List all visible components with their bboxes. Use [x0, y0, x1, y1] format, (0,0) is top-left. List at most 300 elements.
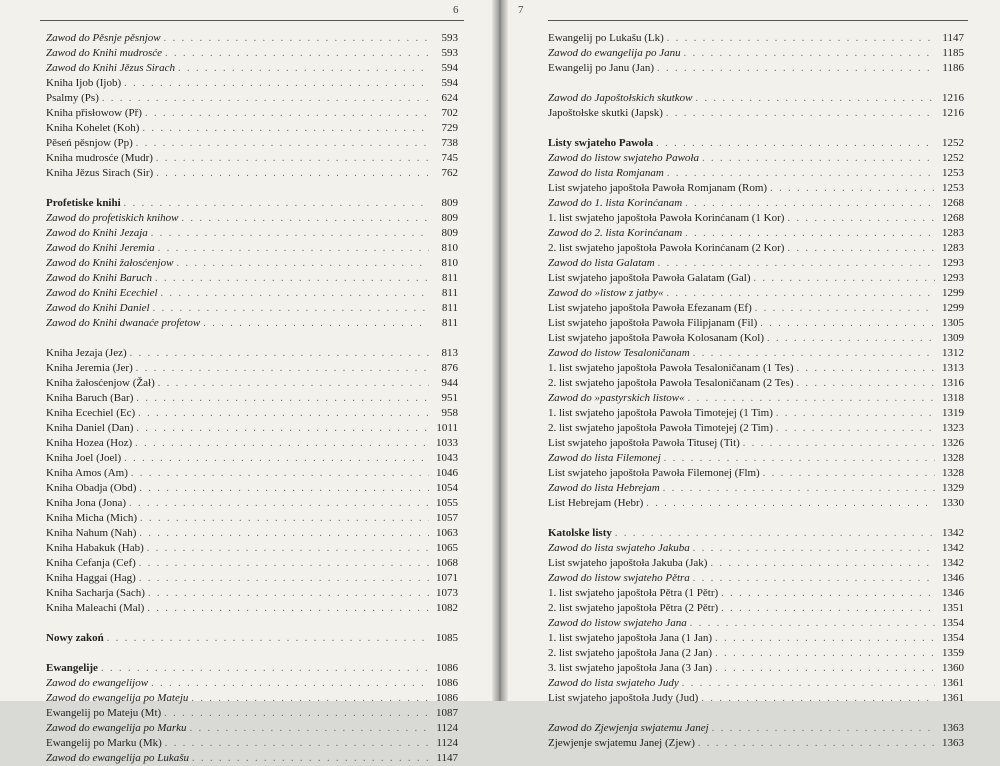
dot-leader	[151, 676, 429, 691]
toc-entry-page: 1328	[942, 467, 964, 479]
toc-entry[interactable]	[46, 136, 458, 151]
toc-entry-page: 1086	[436, 677, 458, 689]
toc-entry-title: 2. list swjateho japoštoła Pawoła Timotejej (2 Tim)	[548, 422, 773, 434]
toc-entry-page: 1086	[436, 662, 458, 674]
toc-entry-page: 1147	[942, 32, 964, 44]
toc-entry[interactable]	[46, 586, 458, 601]
toc-entry-page: 951	[441, 392, 458, 404]
dot-leader	[693, 346, 935, 361]
toc-entry[interactable]	[46, 391, 458, 406]
toc-entry-title: Japoštołske skutki (Japsk)	[548, 107, 663, 119]
dot-leader	[165, 736, 429, 751]
section-gap	[548, 706, 964, 721]
toc-entry[interactable]	[46, 706, 458, 721]
toc-entry-title: Zawod do ewangelija po Lukašu	[46, 752, 190, 764]
dot-leader	[755, 301, 935, 316]
toc-entry[interactable]	[548, 736, 964, 751]
toc-entry-title: Zawod do ewangelija po Marku	[46, 722, 187, 734]
dot-leader	[715, 646, 935, 661]
toc-entry-page: 1359	[942, 647, 964, 659]
toc-entry[interactable]	[46, 451, 458, 466]
toc-entry-title: List swjateho japoštoła Pawoła Galatam (Gal)	[548, 272, 751, 284]
toc-entry-title: Zawod do Knihi Jeremia	[46, 242, 155, 254]
toc-entry-title: Zawod do Knihi Daniel	[46, 302, 150, 314]
dot-leader	[667, 31, 935, 46]
toc-entry-title: Zawod do ewangelija po Janu	[548, 47, 681, 59]
toc-entry-title: Kniha Habakuk (Hab)	[46, 542, 144, 554]
toc-entry-title: List swjateho japoštoła Pawoła Titusej (Tit)	[548, 437, 740, 449]
dot-leader	[646, 496, 935, 511]
toc-entry[interactable]	[46, 736, 458, 751]
toc-entry-page: 594	[441, 77, 458, 89]
dot-leader	[763, 466, 935, 481]
toc-entry-page: 1082	[436, 602, 458, 614]
toc-entry[interactable]	[548, 301, 964, 316]
toc-entry-page: 958	[441, 407, 458, 419]
dot-leader	[139, 481, 429, 496]
toc-entry[interactable]	[46, 46, 458, 61]
toc-entry-page: 1268	[942, 197, 964, 209]
toc-entry[interactable]	[548, 436, 964, 451]
toc-entry[interactable]	[46, 436, 458, 451]
toc-entry[interactable]	[46, 466, 458, 481]
toc-entry[interactable]	[46, 241, 458, 256]
toc-entry-title: List swjateho japoštoła Pawoła Romjanam (Rom)	[548, 182, 768, 194]
toc-entry-title: List swjateho japoštoła Pawoła Filipjanam (Fil)	[548, 317, 758, 329]
dot-leader	[685, 226, 935, 241]
dot-leader	[688, 391, 935, 406]
header-rule	[40, 20, 464, 21]
toc-entry-title: Kniha Amos (Am)	[46, 467, 128, 479]
toc-entry[interactable]	[46, 376, 458, 391]
toc-entry[interactable]	[548, 61, 964, 76]
dot-leader	[767, 331, 935, 346]
toc-entry-title: Kniha Kohelet (Koh)	[46, 122, 140, 134]
dot-leader	[787, 211, 935, 226]
toc-entry-title: 1. list swjateho japoštoła Pawoła Timotejej (1 Tim)	[548, 407, 773, 419]
toc-entry-title: Kniha Ijob (Ijob)	[46, 77, 122, 89]
toc-entry-page: 1328	[942, 452, 964, 464]
toc-entry-title: 1. list swjateho japoštoła Pětra (1 Pětr)	[548, 587, 719, 599]
toc-entry-page: 1299	[942, 302, 964, 314]
toc-entry-page: 1057	[436, 512, 458, 524]
toc-entry[interactable]	[548, 451, 964, 466]
dot-leader	[135, 436, 429, 451]
toc-entry-page: 1063	[436, 527, 458, 539]
dot-leader	[203, 316, 429, 331]
toc-entry-page: 1354	[942, 617, 964, 629]
toc-entry[interactable]	[548, 481, 964, 496]
dot-leader	[696, 91, 935, 106]
dot-leader	[136, 421, 429, 436]
toc-entry[interactable]	[46, 481, 458, 496]
section-gap	[46, 616, 458, 631]
toc-section-heading[interactable]	[548, 526, 964, 541]
dot-leader	[101, 661, 429, 676]
toc-entry-title: Zawod do Knihi dwanaće profetow	[46, 317, 201, 329]
header-rule	[548, 20, 968, 21]
toc-entry-title: Kniha Obadja (Obd)	[46, 482, 137, 494]
toc-entry[interactable]	[548, 541, 964, 556]
dot-leader	[164, 31, 429, 46]
toc-entry[interactable]	[46, 421, 458, 436]
toc-entry[interactable]	[548, 556, 964, 571]
toc-entry-title: Zawod do listow Tesaloničanam	[548, 347, 690, 359]
dot-leader	[710, 556, 935, 571]
toc-entry-page: 809	[441, 227, 458, 239]
toc-entry[interactable]	[46, 106, 458, 121]
toc-entry-title: Psalmy (Ps)	[46, 92, 99, 104]
toc-entry-title: Kniha Haggai (Hag)	[46, 572, 136, 584]
dot-leader	[667, 166, 935, 181]
toc-entry[interactable]	[548, 271, 964, 286]
toc-entry-page: 1046	[436, 467, 458, 479]
section-gap	[46, 181, 458, 196]
dot-leader	[666, 106, 935, 121]
toc-entry-title: List swjateho japoštoła Pawoła Kolosanam (Kol)	[548, 332, 764, 344]
dot-leader	[165, 46, 429, 61]
toc-entry[interactable]	[46, 511, 458, 526]
toc-entry-page: 1305	[942, 317, 964, 329]
toc-entry[interactable]	[548, 586, 964, 601]
toc-entry-title: List swjateho japoštoła Pawoła Efezanam (Ef)	[548, 302, 752, 314]
toc-entry-title: List swjateho japoštoła Judy (Jud)	[548, 692, 699, 704]
toc-entry-title: Kniha Joel (Joel)	[46, 452, 122, 464]
toc-entry-page: 1363	[942, 722, 964, 734]
toc-entry-page: 1216	[942, 107, 964, 119]
toc-entry[interactable]	[548, 256, 964, 271]
dot-leader	[190, 721, 429, 736]
dot-leader	[139, 571, 429, 586]
toc-entry-page: 738	[441, 137, 458, 149]
toc-entry-page: 1361	[942, 677, 964, 689]
toc-entry[interactable]	[46, 166, 458, 181]
dot-leader	[787, 241, 935, 256]
toc-entry[interactable]	[548, 721, 964, 736]
toc-entry[interactable]	[548, 31, 964, 46]
toc-entry[interactable]	[548, 91, 964, 106]
dot-leader	[155, 271, 429, 286]
toc-entry-title: Zawod do Knihi Ecechiel	[46, 287, 158, 299]
toc-entry-title: Zawod do Pěsnje pěsnjow	[46, 32, 161, 44]
dot-leader	[657, 61, 935, 76]
toc-entry[interactable]	[548, 616, 964, 631]
toc-entry[interactable]	[46, 211, 458, 226]
dot-leader	[139, 526, 429, 541]
dot-leader	[124, 76, 429, 91]
toc-entry-page: 1252	[942, 152, 964, 164]
toc-entry[interactable]	[46, 676, 458, 691]
toc-entry-page: 810	[441, 257, 458, 269]
toc-entry[interactable]	[548, 466, 964, 481]
toc-entry-page: 1124	[436, 722, 458, 734]
toc-entry-page: 1283	[942, 227, 964, 239]
toc-entry[interactable]	[548, 46, 964, 61]
toc-entry[interactable]	[46, 571, 458, 586]
toc-entry-page: 1252	[942, 137, 964, 149]
toc-entry-page: 1124	[436, 737, 458, 749]
toc-entry[interactable]	[46, 406, 458, 421]
dot-leader	[715, 631, 935, 646]
toc-entry[interactable]	[46, 121, 458, 136]
toc-entry[interactable]	[548, 241, 964, 256]
toc-entry[interactable]	[548, 421, 964, 436]
dot-leader	[667, 286, 935, 301]
dot-leader	[191, 691, 429, 706]
dot-leader	[161, 286, 429, 301]
toc-entry[interactable]	[548, 106, 964, 121]
toc-entry-page: 1283	[942, 242, 964, 254]
dot-leader	[129, 496, 429, 511]
dot-leader	[182, 211, 429, 226]
toc-section-heading[interactable]	[548, 136, 964, 151]
toc-entry-title: Kniha Ecechiel (Ec)	[46, 407, 136, 419]
toc-entry-page: 811	[441, 272, 458, 284]
toc-entry-page: 593	[441, 32, 458, 44]
toc-entry-title: Ewangelij po Lukašu (Lk)	[548, 32, 664, 44]
dot-leader	[124, 451, 429, 466]
toc-entry-title: Zawod do listow swjateho Pětra	[548, 572, 690, 584]
toc-section-heading[interactable]	[46, 196, 458, 211]
toc-entry-page: 594	[441, 62, 458, 74]
dot-leader	[615, 526, 935, 541]
right-page	[504, 0, 1000, 749]
toc-entry[interactable]	[46, 556, 458, 571]
toc-entry[interactable]	[46, 256, 458, 271]
toc-entry[interactable]	[46, 76, 458, 91]
toc-entry-title: Kniha Hozea (Hoz)	[46, 437, 133, 449]
toc-entry-page: 1312	[942, 347, 964, 359]
toc-entry[interactable]	[548, 631, 964, 646]
toc-entry[interactable]	[46, 286, 458, 301]
toc-section-heading[interactable]	[46, 631, 458, 646]
toc-entry-page: 1253	[942, 167, 964, 179]
toc-entry-title: Zjewjenje swjatemu Janej (Zjew)	[548, 737, 695, 749]
dot-leader	[138, 406, 429, 421]
toc-entry[interactable]	[46, 361, 458, 376]
toc-entry-title: Listy swjateho Pawoła	[548, 137, 654, 149]
toc-entry[interactable]	[548, 226, 964, 241]
toc-entry-title: Ewangelij po Mateju (Mt)	[46, 707, 162, 719]
toc-entry[interactable]	[46, 31, 458, 46]
toc-list	[548, 31, 964, 751]
toc-entry-page: 762	[441, 167, 458, 179]
toc-entry-page: 810	[441, 242, 458, 254]
toc-entry-title: Kniha Maleachi (Mal)	[46, 602, 145, 614]
book-gutter	[492, 0, 508, 701]
toc-entry[interactable]	[46, 271, 458, 286]
dot-leader	[721, 586, 935, 601]
toc-entry[interactable]	[548, 316, 964, 331]
toc-entry[interactable]	[548, 196, 964, 211]
dot-leader	[158, 241, 429, 256]
toc-entry-title: Zawod do listow swjateho Jana	[548, 617, 687, 629]
toc-entry-title: 1. list swjateho japoštoła Pawoła Tesaloničanam (1 Tes)	[548, 362, 794, 374]
toc-entry-page: 1085	[436, 632, 458, 644]
dot-leader	[164, 706, 429, 721]
toc-entry-page: 876	[441, 362, 458, 374]
toc-entry-page: 1316	[942, 377, 964, 389]
toc-entry[interactable]	[46, 751, 458, 766]
toc-entry-title: Kniha mudrosće (Mudr)	[46, 152, 153, 164]
toc-entry-title: Zawod do »pastyrskich listow«	[548, 392, 685, 404]
toc-section-heading[interactable]	[46, 661, 458, 676]
dot-leader	[148, 586, 429, 601]
dot-leader	[124, 196, 429, 211]
toc-entry-page: 1361	[942, 692, 964, 704]
dot-leader	[712, 721, 935, 736]
toc-entry-title: Zawod do listow swjateho Pawoła	[548, 152, 699, 164]
toc-entry-title: Zawod do profetiskich knihow	[46, 212, 179, 224]
toc-entry[interactable]	[46, 541, 458, 556]
toc-entry[interactable]	[46, 91, 458, 106]
toc-entry-title: Zawod do Knihi Jezaja	[46, 227, 148, 239]
toc-entry-page: 813	[441, 347, 458, 359]
toc-entry-title: Kniha Jona (Jona)	[46, 497, 127, 509]
toc-entry-page: 1086	[436, 692, 458, 704]
dot-leader	[684, 46, 935, 61]
section-gap	[548, 511, 964, 526]
dot-leader	[153, 301, 429, 316]
dot-leader	[192, 751, 429, 766]
toc-entry[interactable]	[46, 691, 458, 706]
page-number: 7	[518, 4, 524, 16]
toc-entry-title: Zawod do ewangelija po Mateju	[46, 692, 189, 704]
toc-entry-page: 1346	[942, 587, 964, 599]
dot-leader	[685, 196, 935, 211]
dot-leader	[158, 376, 429, 391]
toc-entry-title: Zawod do ewangelijow	[46, 677, 149, 689]
toc-entry-title: Zawod do 2. lista Korinćanam	[548, 227, 683, 239]
toc-entry-page: 1033	[436, 437, 458, 449]
toc-entry-title: Zawod do lista swjateho Judy	[548, 677, 679, 689]
toc-entry[interactable]	[46, 601, 458, 616]
toc-entry[interactable]	[548, 496, 964, 511]
toc-entry[interactable]	[548, 361, 964, 376]
toc-entry-title: Zawod do Knihi Baruch	[46, 272, 153, 284]
toc-entry-title: Ewangelije	[46, 662, 98, 674]
toc-entry-page: 1342	[942, 557, 964, 569]
toc-entry-title: Zawod do Knihi Jězus Sirach	[46, 62, 175, 74]
toc-entry-title: Kniha žałosćenjow (Žał)	[46, 377, 155, 389]
dot-leader	[139, 556, 429, 571]
toc-entry[interactable]	[46, 721, 458, 736]
toc-entry[interactable]	[46, 496, 458, 511]
dot-leader	[176, 256, 429, 271]
toc-entry[interactable]	[46, 61, 458, 76]
toc-entry-title: Kniha Sacharja (Sach)	[46, 587, 145, 599]
dot-leader	[156, 166, 429, 181]
toc-entry-title: List swjateho japoštoła Pawoła Filemonej (Flm)	[548, 467, 760, 479]
dot-leader	[107, 631, 429, 646]
toc-entry-page: 1253	[942, 182, 964, 194]
dot-leader	[682, 676, 935, 691]
section-gap	[46, 646, 458, 661]
toc-entry[interactable]	[548, 181, 964, 196]
toc-entry[interactable]	[548, 661, 964, 676]
toc-entry-title: 2. list swjateho japoštoła Jana (2 Jan)	[548, 647, 713, 659]
dot-leader	[743, 436, 935, 451]
toc-entry-title: Ewangelij po Janu (Jan)	[548, 62, 654, 74]
toc-entry[interactable]	[548, 406, 964, 421]
toc-entry-page: 1293	[942, 272, 964, 284]
toc-entry-page: 1011	[436, 422, 458, 434]
toc-entry-page: 729	[441, 122, 458, 134]
dot-leader	[797, 361, 935, 376]
dot-leader	[156, 151, 429, 166]
toc-entry-page: 1068	[436, 557, 458, 569]
toc-entry-page: 1268	[942, 212, 964, 224]
toc-entry[interactable]	[548, 571, 964, 586]
toc-entry[interactable]	[548, 346, 964, 361]
dot-leader	[136, 391, 429, 406]
toc-entry[interactable]	[548, 166, 964, 181]
toc-entry-page: 1065	[436, 542, 458, 554]
toc-entry[interactable]	[46, 346, 458, 361]
dot-leader	[754, 271, 935, 286]
dot-leader	[136, 361, 429, 376]
toc-entry-title: Zawod do lista Filemonej	[548, 452, 661, 464]
toc-entry[interactable]	[46, 526, 458, 541]
toc-entry-title: Katolske listy	[548, 527, 612, 539]
toc-entry-title: Kniha Daniel (Dan)	[46, 422, 134, 434]
dot-leader	[701, 691, 935, 706]
toc-entry[interactable]	[46, 226, 458, 241]
toc-entry-page: 593	[441, 47, 458, 59]
toc-entry[interactable]	[548, 646, 964, 661]
toc-entry[interactable]	[548, 676, 964, 691]
toc-entry[interactable]	[548, 376, 964, 391]
dot-leader	[656, 136, 935, 151]
toc-entry-page: 809	[441, 197, 458, 209]
toc-entry-title: Zawod do »listow z jatby«	[548, 287, 664, 299]
toc-entry-page: 811	[441, 317, 458, 329]
toc-entry-page: 1043	[436, 452, 458, 464]
toc-entry[interactable]	[548, 331, 964, 346]
toc-entry-title: Zawod do lista Hebrejam	[548, 482, 660, 494]
toc-entry[interactable]	[548, 211, 964, 226]
toc-entry-page: 1087	[436, 707, 458, 719]
toc-entry-page: 1186	[942, 62, 964, 74]
toc-entry-title: Zawod do lista Romjanam	[548, 167, 664, 179]
toc-entry[interactable]	[46, 301, 458, 316]
toc-entry[interactable]	[46, 151, 458, 166]
toc-entry[interactable]	[548, 151, 964, 166]
toc-entry-page: 624	[441, 92, 458, 104]
toc-entry-page: 1329	[942, 482, 964, 494]
dot-leader	[130, 346, 429, 361]
toc-entry[interactable]	[548, 391, 964, 406]
toc-entry-page: 1309	[942, 332, 964, 344]
toc-entry[interactable]	[548, 691, 964, 706]
dot-leader	[693, 541, 935, 556]
toc-entry[interactable]	[46, 316, 458, 331]
dot-leader	[136, 136, 429, 151]
toc-entry-page: 811	[441, 287, 458, 299]
toc-entry-title: Zawod do lista swjateho Jakuba	[548, 542, 690, 554]
dot-leader	[690, 616, 935, 631]
toc-entry-page: 745	[441, 152, 458, 164]
toc-entry-page: 1342	[942, 542, 964, 554]
toc-entry[interactable]	[548, 286, 964, 301]
toc-entry[interactable]	[548, 601, 964, 616]
toc-entry-title: Zawod do Zjewjenja swjatemu Janej	[548, 722, 709, 734]
toc-entry-page: 1330	[942, 497, 964, 509]
dot-leader	[140, 511, 429, 526]
dot-leader	[145, 106, 429, 121]
toc-entry-title: Zawod do Japoštołskich skutkow	[548, 92, 693, 104]
section-gap	[46, 331, 458, 346]
